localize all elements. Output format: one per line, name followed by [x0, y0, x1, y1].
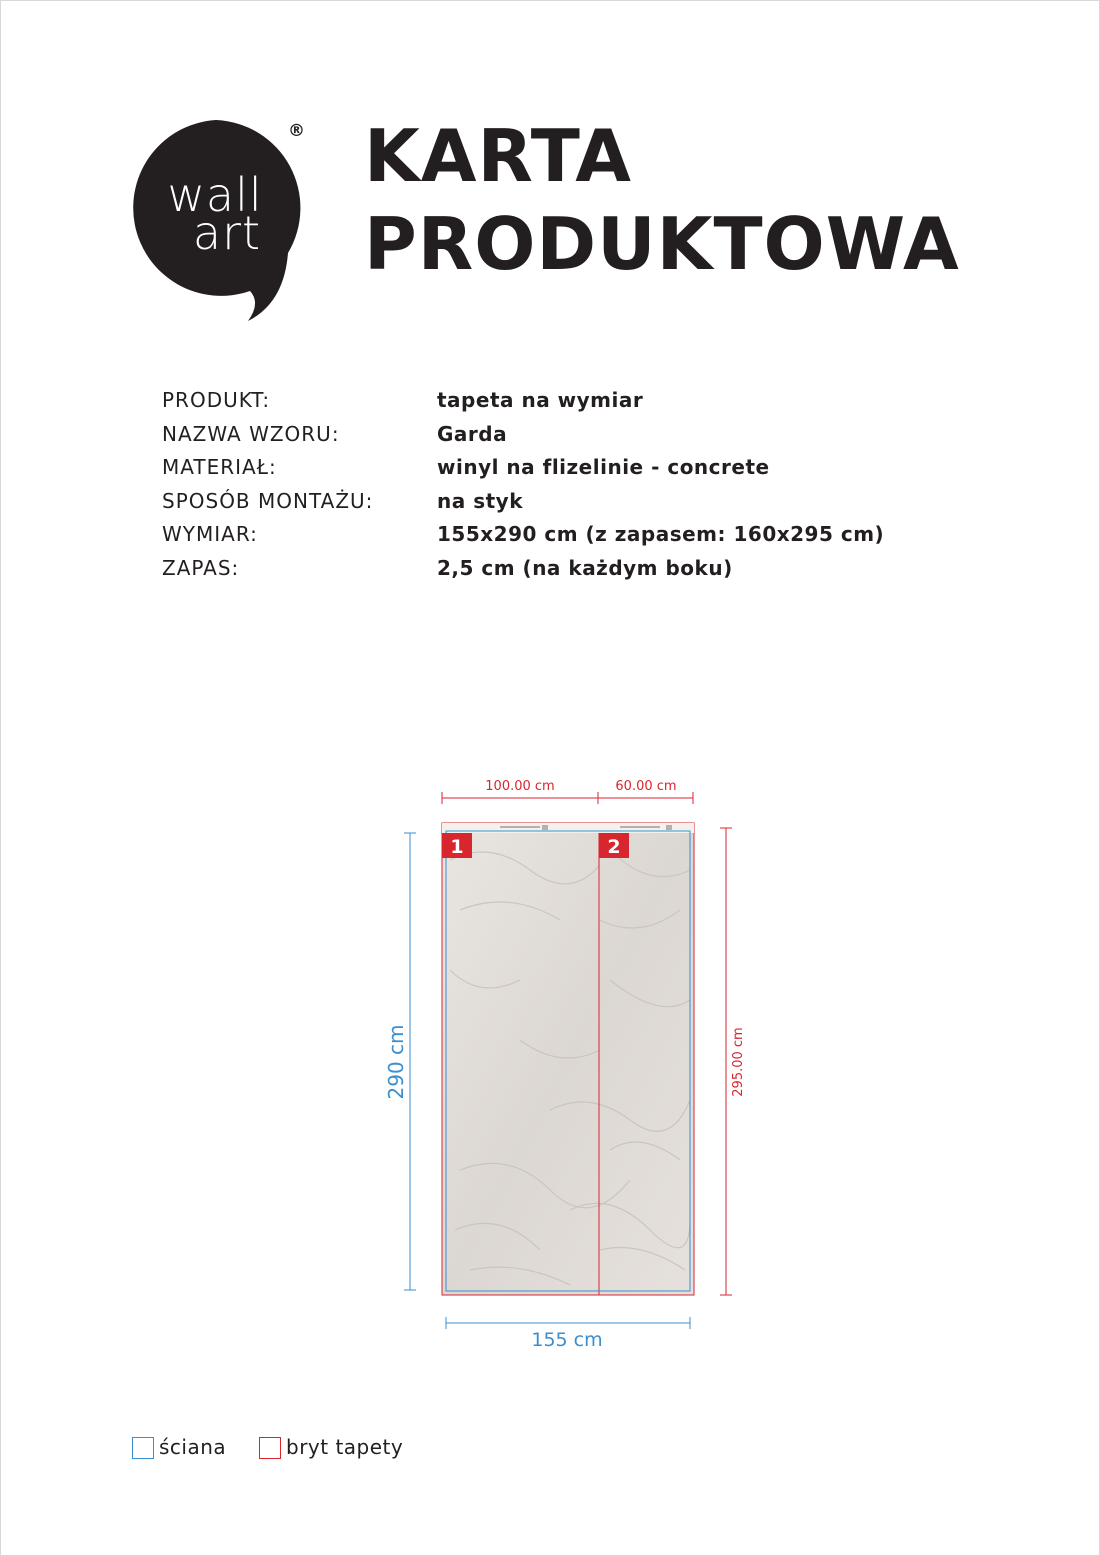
- legend-label-wall: ściana: [159, 1435, 227, 1459]
- spec-label: ZAPAS:: [162, 555, 240, 580]
- page-title: [364, 112, 960, 288]
- panel-1-width-label: 100.00 cm: [485, 779, 555, 794]
- spec-value: 155x290 cm (z zapasem: 160x295 cm): [437, 522, 885, 547]
- sheet-swatch-icon: [259, 1437, 281, 1459]
- logo-line-2: art: [192, 206, 262, 260]
- wallpaper-diagram: [370, 770, 750, 1374]
- wallart-logo: [128, 118, 313, 323]
- logo-line-1: wall: [167, 168, 263, 222]
- spec-value: Garda: [437, 421, 508, 446]
- spec-label: NAZWA WZORU:: [162, 421, 340, 446]
- wall-width-label: 155 cm: [531, 1329, 603, 1351]
- spec-value: winyl na flizelinie - concrete: [437, 455, 770, 480]
- wallpaper-sheet: [442, 823, 694, 1295]
- spec-label: MATERIAŁ:: [162, 455, 277, 480]
- spec-label: PRODUKT:: [162, 388, 271, 412]
- panel-2-number: 2: [607, 836, 621, 858]
- wallpaper-diagram-svg: [370, 770, 750, 1370]
- sheet-height-label: 295.00 cm: [731, 1027, 746, 1097]
- panel-1-number: 1: [450, 836, 464, 858]
- page-title-text: KARTA PRODUKTOWA: [364, 114, 960, 286]
- spec-label: SPOSÓB MONTAŻU:: [162, 488, 374, 513]
- registered-mark: ®: [288, 121, 305, 141]
- spec-value: 2,5 cm (na każdym boku): [437, 555, 733, 580]
- spec-label: WYMIAR:: [162, 522, 258, 547]
- wall-height-label: 290 cm: [384, 1024, 408, 1100]
- spec-value: tapeta na wymiar: [437, 388, 644, 412]
- spec-value: na styk: [437, 488, 523, 513]
- wall-width-dimension: [446, 1317, 690, 1329]
- panel-2-width-label: 60.00 cm: [615, 779, 677, 794]
- wall-swatch-icon: [132, 1437, 154, 1459]
- legend-label-sheet: bryt tapety: [286, 1435, 404, 1459]
